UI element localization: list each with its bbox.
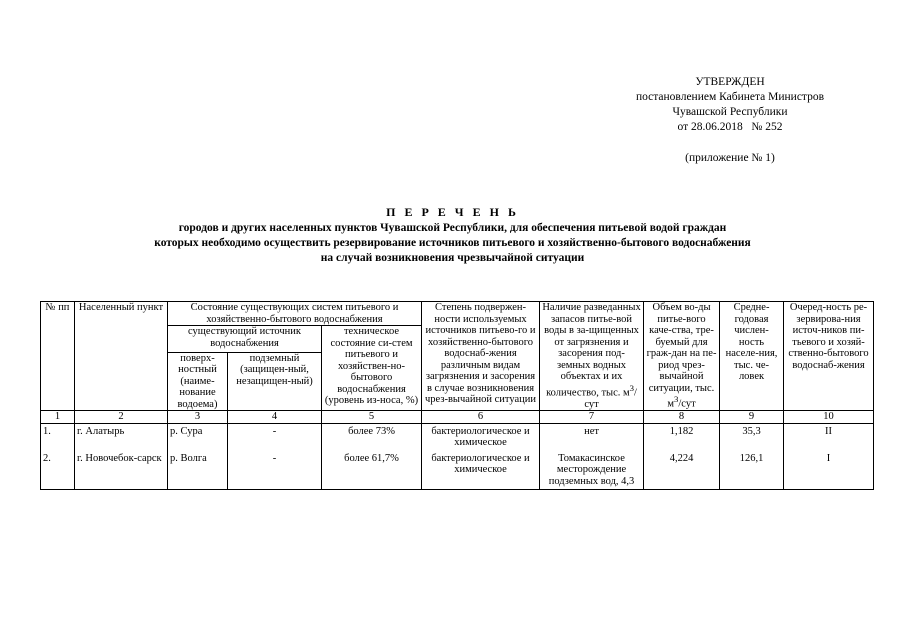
column-number: 3 <box>168 411 228 424</box>
row-underground: - <box>228 423 322 451</box>
row-surface: р. Волга <box>168 451 228 490</box>
title-line-2: которых необходимо осуществить резервирование источников питьевого и хозяйственно-бытового водоснабжения <box>154 237 751 249</box>
column-number: 4 <box>228 411 322 424</box>
column-number: 2 <box>75 411 168 424</box>
table-row <box>41 423 874 451</box>
column-number-row <box>41 411 874 424</box>
row-vulnerability: бактериологическое и химическое <box>422 451 540 490</box>
header-num: № пп <box>41 302 75 411</box>
approval-date-number: от 28.06.2018 № 252 <box>677 121 783 133</box>
row-reserves: Томакасинское месторождение подземных вод, 4,3 <box>540 451 644 490</box>
approval-stamp <box>600 75 860 166</box>
row-place: г. Новочебок-сарск <box>75 451 168 490</box>
row-tech-state: более 61,7% <box>322 451 422 490</box>
column-number: 6 <box>422 411 540 424</box>
column-number: 10 <box>784 411 874 424</box>
header-priority: Очеред-ность ре-зервирова-ния источ-ников пи-тьевого и хозяй-ственно-бытового водоснаб-жения <box>784 302 874 411</box>
header-place: Населенный пункт <box>75 302 168 411</box>
header-tech-state: техническое состояние си-стем питьевого и хозяйствен-но-бытового водоснабжения (уровень из-носа, %) <box>322 326 422 411</box>
row-priority: II <box>784 423 874 451</box>
annex-label: (приложение № 1) <box>685 152 775 164</box>
column-number: 8 <box>644 411 720 424</box>
approval-title: УТВЕРЖДЕН <box>695 76 765 88</box>
header-surface: поверх-ностный (наиме-нование водоема) <box>168 352 228 411</box>
approval-authority: постановлением Кабинета Министров <box>635 91 825 103</box>
header-state-group: Состояние существующих систем питьевого и хозяйственно-бытового водоснабжения <box>168 302 422 326</box>
row-volume: 1,182 <box>644 423 720 451</box>
row-num: 1. <box>41 423 75 451</box>
header-vulnerability: Степень подвержен-ности используемых источников питьево-го и хозяйственно-бытового водоснаб-жения различным видам загрязнения и засорения в случае возникновения чрез-вычайной ситуации <box>422 302 540 411</box>
column-number: 5 <box>322 411 422 424</box>
row-priority: I <box>784 451 874 490</box>
row-underground: - <box>228 451 322 490</box>
row-surface: р. Сура <box>168 423 228 451</box>
header-volume: Объем во-ды питье-вого каче-ства, тре-буемый для граж-дан на пе-риод чрез-вычайной ситуации, тыс. $м^3$/сут <box>644 302 720 411</box>
row-tech-state: более 73% <box>322 423 422 451</box>
table-row <box>41 451 874 490</box>
document-title: П Е Р Е Ч Е Н Ь <box>386 205 519 219</box>
document-heading <box>40 205 865 266</box>
column-number: 1 <box>41 411 75 424</box>
header-reserves: Наличие разведанных запасов питье-вой воды в за-щищенных от загрязнения и засорения под-земных водных объектах и их количество, тыс. $м^3$/сут <box>540 302 644 411</box>
column-number: 7 <box>540 411 644 424</box>
header-population: Средне-годовая числен-ность населе-ния, тыс. че-ловек <box>720 302 784 411</box>
column-number: 9 <box>720 411 784 424</box>
row-reserves: нет <box>540 423 644 451</box>
header-underground: подземный (защищен-ный, незащищен-ный) <box>228 352 322 411</box>
title-line-3: на случай возникновения чрезвычайной ситуации <box>320 252 585 264</box>
row-vulnerability: бактериологическое и химическое <box>422 423 540 451</box>
row-place: г. Алатырь <box>75 423 168 451</box>
header-source-group: существующий источник водоснабжения <box>168 326 322 353</box>
title-line-1: городов и других населенных пунктов Чувашской Республики, для обеспечения питьевой водой граждан <box>178 222 727 234</box>
row-population: 35,3 <box>720 423 784 451</box>
row-population: 126,1 <box>720 451 784 490</box>
row-volume: 4,224 <box>644 451 720 490</box>
row-num: 2. <box>41 451 75 490</box>
approval-republic: Чувашской Республики <box>672 106 788 118</box>
settlements-table <box>40 301 874 490</box>
